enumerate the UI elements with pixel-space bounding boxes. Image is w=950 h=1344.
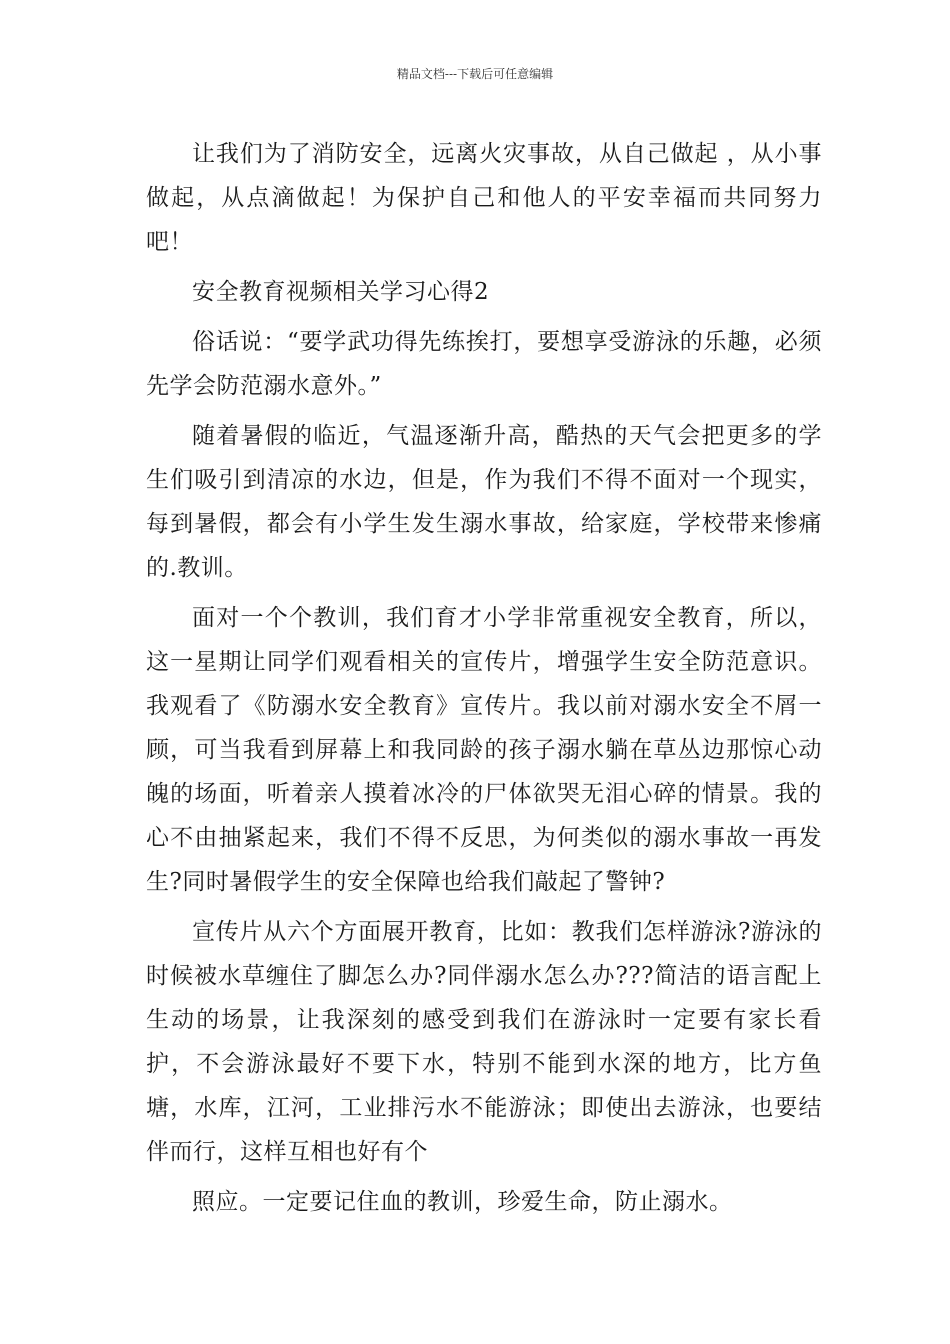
paragraph-video-content: 宣传片从六个方面展开教育，比如：教我们怎样游泳?游泳的时候被水草缠住了脚怎么办?同伴溺水怎么办???简洁的语言配上生动的场景，让我深刻的感受到我们在游泳时一定要有家长看护，不会游泳最好不要下水，特别不能到水深的地方，比方鱼塘，水库，江河，工业排污水不能游泳；即使出去游泳，也要结伴而行，这样互相也好有个 <box>146 919 822 1165</box>
paragraph-video-reflection: 面对一个个教训，我们育才小学非常重视安全教育，所以，这一星期让同学们观看相关的宣传片，增强学生安全防范意识。我观看了《防溺水安全教育》宣传片。我以前对溺水安全不屑一顾，可当我看到屏幕上和我同龄的孩子溺水躺在草丛边那惊心动魄的场面，听着亲人摸着冰冷的尸体欲哭无泪心碎的情景。我的心不由抽紧起来，我们不得不反思，为何类似的溺水事故一再发生?同时暑假学生的安全保障也给我们敲起了警钟? <box>146 605 822 895</box>
paragraph-fire-safety-closing: 让我们为了消防安全，远离火灾事故，从自己做起 ，从小事做起，从点滴做起！为保护自己和他人的平安幸福而共同努力吧！ <box>146 141 822 255</box>
paragraph-summer-intro: 随着暑假的临近，气温逐渐升高，酷热的天气会把更多的学生们吸引到清凉的水边，但是，作为我们不得不面对一个现实，每到暑假，都会有小学生发生溺水事故，给家庭，学校带来惨痛的.教训。 <box>146 423 822 581</box>
paragraph-conclusion: 照应。一定要记住血的教训，珍爱生命，防止溺水。 <box>192 1189 733 1215</box>
paragraph-proverb: 俗话说：“要学武功得先练挨打，要想享受游泳的乐趣，必须先学会防范溺水意外。” <box>146 329 822 399</box>
section-title: 安全教育视频相关学习心得2 <box>192 279 490 305</box>
document-body <box>146 132 822 1230</box>
page-header: 精品文档---下载后可任意编辑 <box>396 67 554 81</box>
